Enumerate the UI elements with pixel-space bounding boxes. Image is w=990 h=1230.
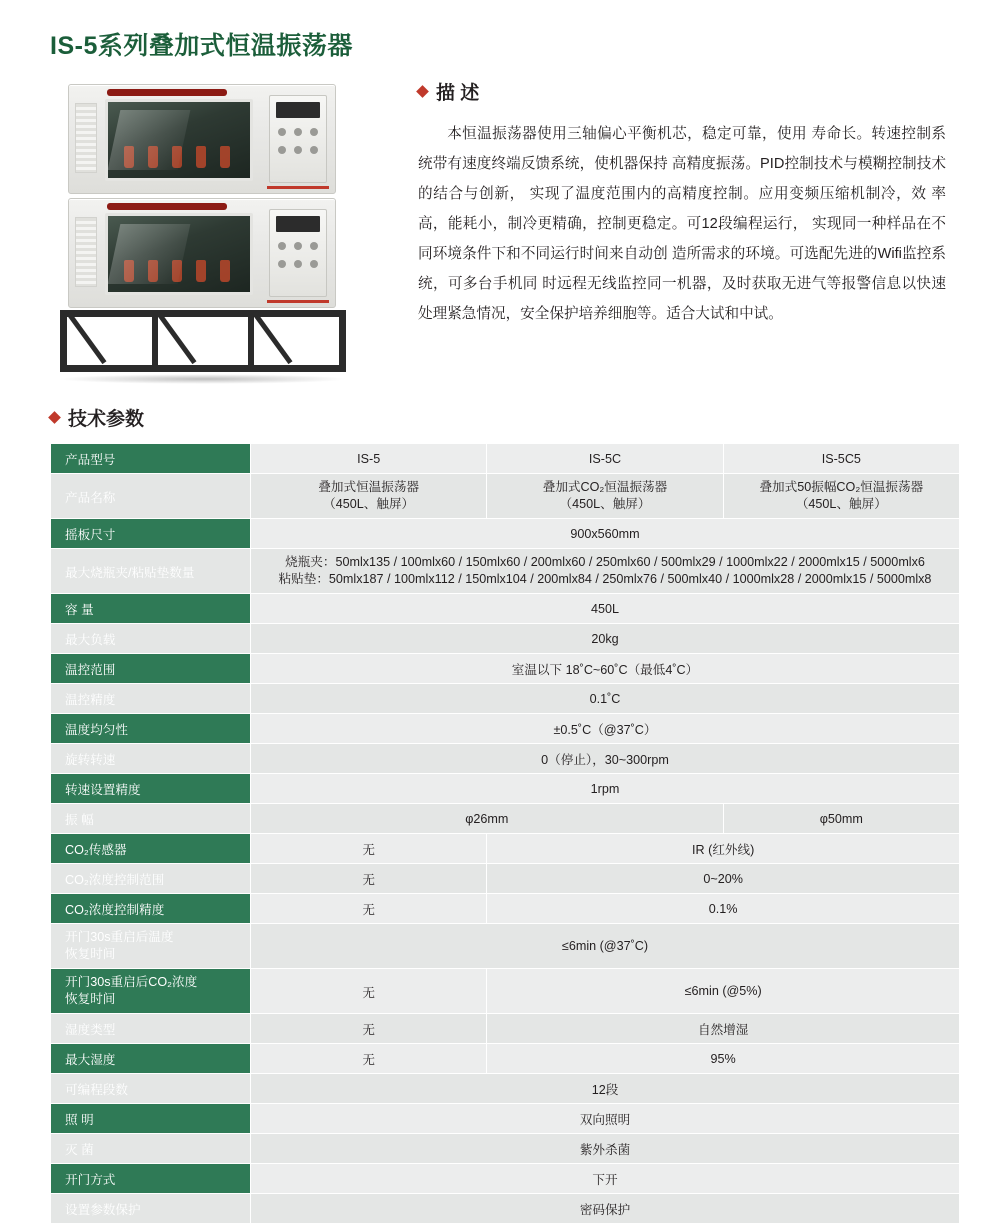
spec-cell: 20kg bbox=[251, 624, 960, 654]
equipment-stand bbox=[60, 310, 346, 376]
description-heading-label: 描 述 bbox=[436, 83, 480, 104]
spec-row-label: CO₂浓度控制范围 bbox=[51, 864, 251, 894]
spec-row-label: 振 幅 bbox=[51, 804, 251, 834]
spec-cell: ±0.5˚C（@37˚C） bbox=[251, 714, 960, 744]
table-row bbox=[51, 1134, 960, 1164]
spec-row-label: 产品型号 bbox=[51, 444, 251, 474]
spec-cell: 450L bbox=[251, 594, 960, 624]
table-row bbox=[51, 969, 960, 1014]
spec-row-label: 摇板尺寸 bbox=[51, 519, 251, 549]
product-photo bbox=[50, 78, 350, 378]
table-row bbox=[51, 519, 960, 549]
table-row bbox=[51, 864, 960, 894]
top-section bbox=[40, 78, 950, 378]
spec-cell: 烧瓶夹：50mlx135 / 100mlx60 / 150mlx60 / 200mlx60 / 250mlx60 / 500mlx29 / 1000mlx22 / 2000mlx15 / 5000mlx6 粘贴垫：50mlx187 / 100mlx112 / 150mlx104 / 200mlx84 / 250mlx76 / 500mlx40 / 1000mlx28 / 2000mlx15 / 5000mlx8 bbox=[251, 549, 960, 594]
spec-cell: 叠加式恒温振荡器 （450L、触屏） bbox=[251, 474, 487, 519]
table-row bbox=[51, 714, 960, 744]
spec-row-label: CO₂浓度控制精度 bbox=[51, 894, 251, 924]
spec-cell: IS-5C bbox=[487, 444, 723, 474]
description-paragraph: 本恒温振荡器使用三轴偏心平衡机芯，稳定可靠，使用 寿命长。转速控制系统带有速度终端反馈系统，使机器保持 高精度振荡。PID控制技术与模糊控制技术的结合与创新， 实现了温度范围内的高精度控制。应用变频压缩机制冷，效 率高，能耗小，制冷更精确，控制更稳定。可12段编程运行， 实现同一种样品在不同环境条件下和不同运行时间来自动创 造所需求的环境。可选配先进的Wifi监控系统，可多台手机同 时远程无线监控同一机器，及时获取无进气等报警信息以快速 处理紧急情况，安全保护培养细胞等。适合大试和中试。 bbox=[418, 126, 946, 322]
spec-cell: 紫外杀菌 bbox=[251, 1134, 960, 1164]
spec-row-label: 湿度类型 bbox=[51, 1014, 251, 1044]
spec-cell: 0~20% bbox=[487, 864, 960, 894]
spec-cell: 900x560mm bbox=[251, 519, 960, 549]
spec-row-label: 开门30s重启后CO₂浓度 恢复时间 bbox=[51, 969, 251, 1014]
spec-cell: 无 bbox=[251, 894, 487, 924]
table-row bbox=[51, 924, 960, 969]
product-photo-wrap bbox=[40, 78, 360, 378]
spec-cell: 95% bbox=[487, 1044, 960, 1074]
table-row bbox=[51, 744, 960, 774]
spec-cell: 1rpm bbox=[251, 774, 960, 804]
spec-cell: 叠加式50振幅CO₂恒温振荡器 （450L、触屏） bbox=[723, 474, 959, 519]
spec-cell: 双向照明 bbox=[251, 1104, 960, 1134]
table-row bbox=[51, 594, 960, 624]
table-row bbox=[51, 1194, 960, 1224]
table-row bbox=[51, 774, 960, 804]
spec-cell: 无 bbox=[251, 864, 487, 894]
spec-heading bbox=[50, 404, 950, 431]
spec-cell: ≤6min (@37˚C) bbox=[251, 924, 960, 969]
spec-row-label: 可编程段数 bbox=[51, 1074, 251, 1104]
spec-row-label: 开门方式 bbox=[51, 1164, 251, 1194]
spec-row-label: 容 量 bbox=[51, 594, 251, 624]
spec-cell: 无 bbox=[251, 834, 487, 864]
spec-table bbox=[50, 443, 960, 1224]
spec-cell: 0.1˚C bbox=[251, 684, 960, 714]
spec-row-label: 温控精度 bbox=[51, 684, 251, 714]
spec-row-label: 最大烧瓶夹/粘贴垫数量 bbox=[51, 549, 251, 594]
diamond-bullet-icon bbox=[416, 85, 429, 98]
table-row bbox=[51, 684, 960, 714]
spec-row-label: 最大负载 bbox=[51, 624, 251, 654]
table-row bbox=[51, 474, 960, 519]
spec-cell: ≤6min (@5%) bbox=[487, 969, 960, 1014]
spec-heading-label: 技术参数 bbox=[68, 409, 145, 430]
description-body bbox=[418, 119, 946, 329]
table-row bbox=[51, 1074, 960, 1104]
description-heading bbox=[418, 78, 946, 105]
table-row bbox=[51, 834, 960, 864]
table-row bbox=[51, 894, 960, 924]
table-row bbox=[51, 654, 960, 684]
spec-table-body bbox=[51, 444, 960, 1224]
spec-row-label: 最大湿度 bbox=[51, 1044, 251, 1074]
spec-row-label: CO₂传感器 bbox=[51, 834, 251, 864]
spec-row-label: 照 明 bbox=[51, 1104, 251, 1134]
table-row bbox=[51, 1164, 960, 1194]
spec-cell: φ26mm bbox=[251, 804, 724, 834]
spec-cell: 0.1% bbox=[487, 894, 960, 924]
spec-row-label: 温控范围 bbox=[51, 654, 251, 684]
spec-cell: IS-5 bbox=[251, 444, 487, 474]
page-title: IS-5系列叠加式恒温振荡器 bbox=[50, 32, 353, 60]
spec-cell: 叠加式CO₂恒温振荡器 （450L、触屏） bbox=[487, 474, 723, 519]
spec-cell: 密码保护 bbox=[251, 1194, 960, 1224]
spec-row-label: 转速设置精度 bbox=[51, 774, 251, 804]
table-row bbox=[51, 1014, 960, 1044]
spec-cell: 下开 bbox=[251, 1164, 960, 1194]
spec-cell: 无 bbox=[251, 969, 487, 1014]
spec-row-label: 旋转转速 bbox=[51, 744, 251, 774]
description-section bbox=[360, 78, 950, 378]
spec-cell: 12段 bbox=[251, 1074, 960, 1104]
spec-row-label: 设置参数保护 bbox=[51, 1194, 251, 1224]
spec-cell: IR (红外线) bbox=[487, 834, 960, 864]
spec-cell: 无 bbox=[251, 1044, 487, 1074]
table-row bbox=[51, 549, 960, 594]
table-row bbox=[51, 624, 960, 654]
table-row bbox=[51, 1104, 960, 1134]
diamond-bullet-icon bbox=[48, 411, 61, 424]
spec-cell: 无 bbox=[251, 1014, 487, 1044]
spec-row-label: 开门30s重启后温度 恢复时间 bbox=[51, 924, 251, 969]
spec-cell: IS-5C5 bbox=[723, 444, 959, 474]
shaker-incubator-illustration bbox=[68, 82, 336, 312]
spec-cell: 自然增湿 bbox=[487, 1014, 960, 1044]
spec-cell: 0（停止），30~300rpm bbox=[251, 744, 960, 774]
spec-cell: 室温以下 18˚C~60˚C（最低4˚C） bbox=[251, 654, 960, 684]
table-row bbox=[51, 1044, 960, 1074]
spec-row-label: 灭 菌 bbox=[51, 1134, 251, 1164]
spec-row-label: 温度均匀性 bbox=[51, 714, 251, 744]
table-row bbox=[51, 444, 960, 474]
table-row bbox=[51, 804, 960, 834]
spec-row-label: 产品名称 bbox=[51, 474, 251, 519]
spec-cell: φ50mm bbox=[723, 804, 959, 834]
